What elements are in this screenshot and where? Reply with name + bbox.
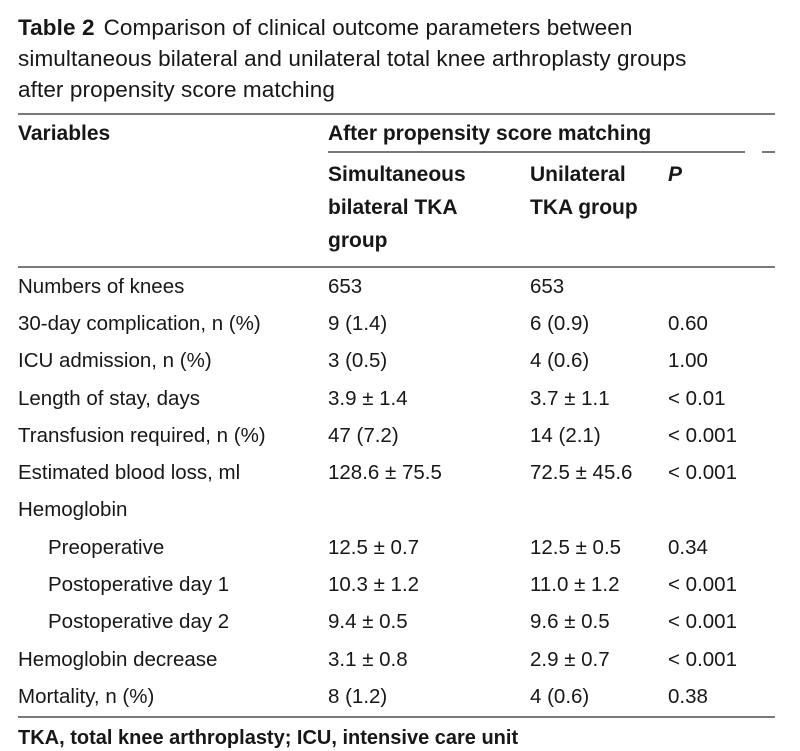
cell-unilateral: 14 (2.1) <box>530 423 601 447</box>
table-row <box>18 305 778 342</box>
table-row <box>18 566 778 603</box>
row-label: Preoperative <box>48 535 165 559</box>
column-header-unilateral-group: Unilateral TKA group <box>530 163 638 219</box>
row-label: Estimated blood loss, ml <box>18 461 241 485</box>
row-label: Transfusion required, n (%) <box>18 423 266 447</box>
cell-p-value: 0.34 <box>668 535 708 559</box>
header-row-span <box>18 115 778 153</box>
table-number: Table 2 <box>18 15 95 40</box>
cell-unilateral: 4 (0.6) <box>530 349 590 373</box>
table-row <box>18 678 778 715</box>
header-row-groups <box>18 153 778 266</box>
cell-bilateral: 47 (7.2) <box>328 423 399 447</box>
row-label: Postoperative day 1 <box>48 573 230 597</box>
cell-unilateral: 12.5 ± 0.5 <box>530 535 622 559</box>
cell-bilateral: 653 <box>328 274 363 298</box>
cell-p-value: < 0.001 <box>668 423 737 447</box>
cell-bilateral: 10.3 ± 1.2 <box>328 573 420 597</box>
cell-p-value: < 0.001 <box>668 461 737 485</box>
table-body <box>18 268 778 716</box>
row-label: Numbers of knees <box>18 274 185 298</box>
column-header-p-value: P <box>668 163 683 186</box>
cell-p-value: < 0.001 <box>668 573 737 597</box>
cell-p-value: < 0.01 <box>668 386 726 410</box>
abbreviations-note: TKA, total knee arthroplasty; ICU, intensive care unit <box>18 726 519 749</box>
table-row <box>18 604 778 641</box>
table-row <box>18 529 778 566</box>
row-label: 30-day complication, n (%) <box>18 311 261 335</box>
row-label: Hemoglobin decrease <box>18 647 218 671</box>
table-row <box>18 641 778 678</box>
cell-p-value: 0.38 <box>668 684 708 708</box>
row-label: Mortality, n (%) <box>18 684 155 708</box>
cell-p-value: 1.00 <box>668 349 708 373</box>
cell-p-value: < 0.001 <box>668 647 737 671</box>
table-row <box>18 380 778 417</box>
cell-bilateral: 8 (1.2) <box>328 684 388 708</box>
cell-unilateral: 11.0 ± 1.2 <box>530 573 620 597</box>
rule-bottom <box>18 716 775 718</box>
cell-bilateral: 9.4 ± 0.5 <box>328 610 408 634</box>
column-header-variables: Variables <box>18 122 111 145</box>
rule-span-stub <box>762 151 775 153</box>
table-row <box>18 268 778 305</box>
cell-bilateral: 128.6 ± 75.5 <box>328 461 442 485</box>
row-label: ICU admission, n (%) <box>18 349 212 373</box>
column-header-bilateral-group: Simultaneous bilateral TKA group <box>328 163 466 252</box>
cell-unilateral: 3.7 ± 1.1 <box>530 386 610 410</box>
cell-bilateral: 3 (0.5) <box>328 349 388 373</box>
column-group-header-after-matching: After propensity score matching <box>328 115 745 153</box>
table-row <box>18 417 778 454</box>
table-row <box>18 343 778 380</box>
table-caption <box>18 12 730 105</box>
cell-unilateral: 653 <box>530 274 565 298</box>
row-label: Hemoglobin <box>18 498 128 522</box>
cell-bilateral: 9 (1.4) <box>328 311 388 335</box>
cell-unilateral: 72.5 ± 45.6 <box>530 461 633 485</box>
cell-bilateral: 3.1 ± 0.8 <box>328 647 408 671</box>
row-label: Postoperative day 2 <box>48 610 230 634</box>
cell-unilateral: 6 (0.9) <box>530 311 590 335</box>
table-row <box>18 454 778 491</box>
cell-unilateral: 9.6 ± 0.5 <box>530 610 610 634</box>
row-label: Length of stay, days <box>18 386 200 410</box>
cell-p-value: < 0.001 <box>668 610 737 634</box>
table-caption-text: Comparison of clinical outcome parameters between simultaneous bilateral and unilateral total knee arthroplasty groups after propensity score matching <box>18 15 687 102</box>
cell-bilateral: 3.9 ± 1.4 <box>328 386 408 410</box>
cell-p-value: 0.60 <box>668 311 708 335</box>
column-header-empty <box>18 158 208 257</box>
cell-bilateral: 12.5 ± 0.7 <box>328 535 420 559</box>
cell-unilateral: 2.9 ± 0.7 <box>530 647 610 671</box>
table-row section-row <box>18 492 778 529</box>
cell-unilateral: 4 (0.6) <box>530 684 590 708</box>
